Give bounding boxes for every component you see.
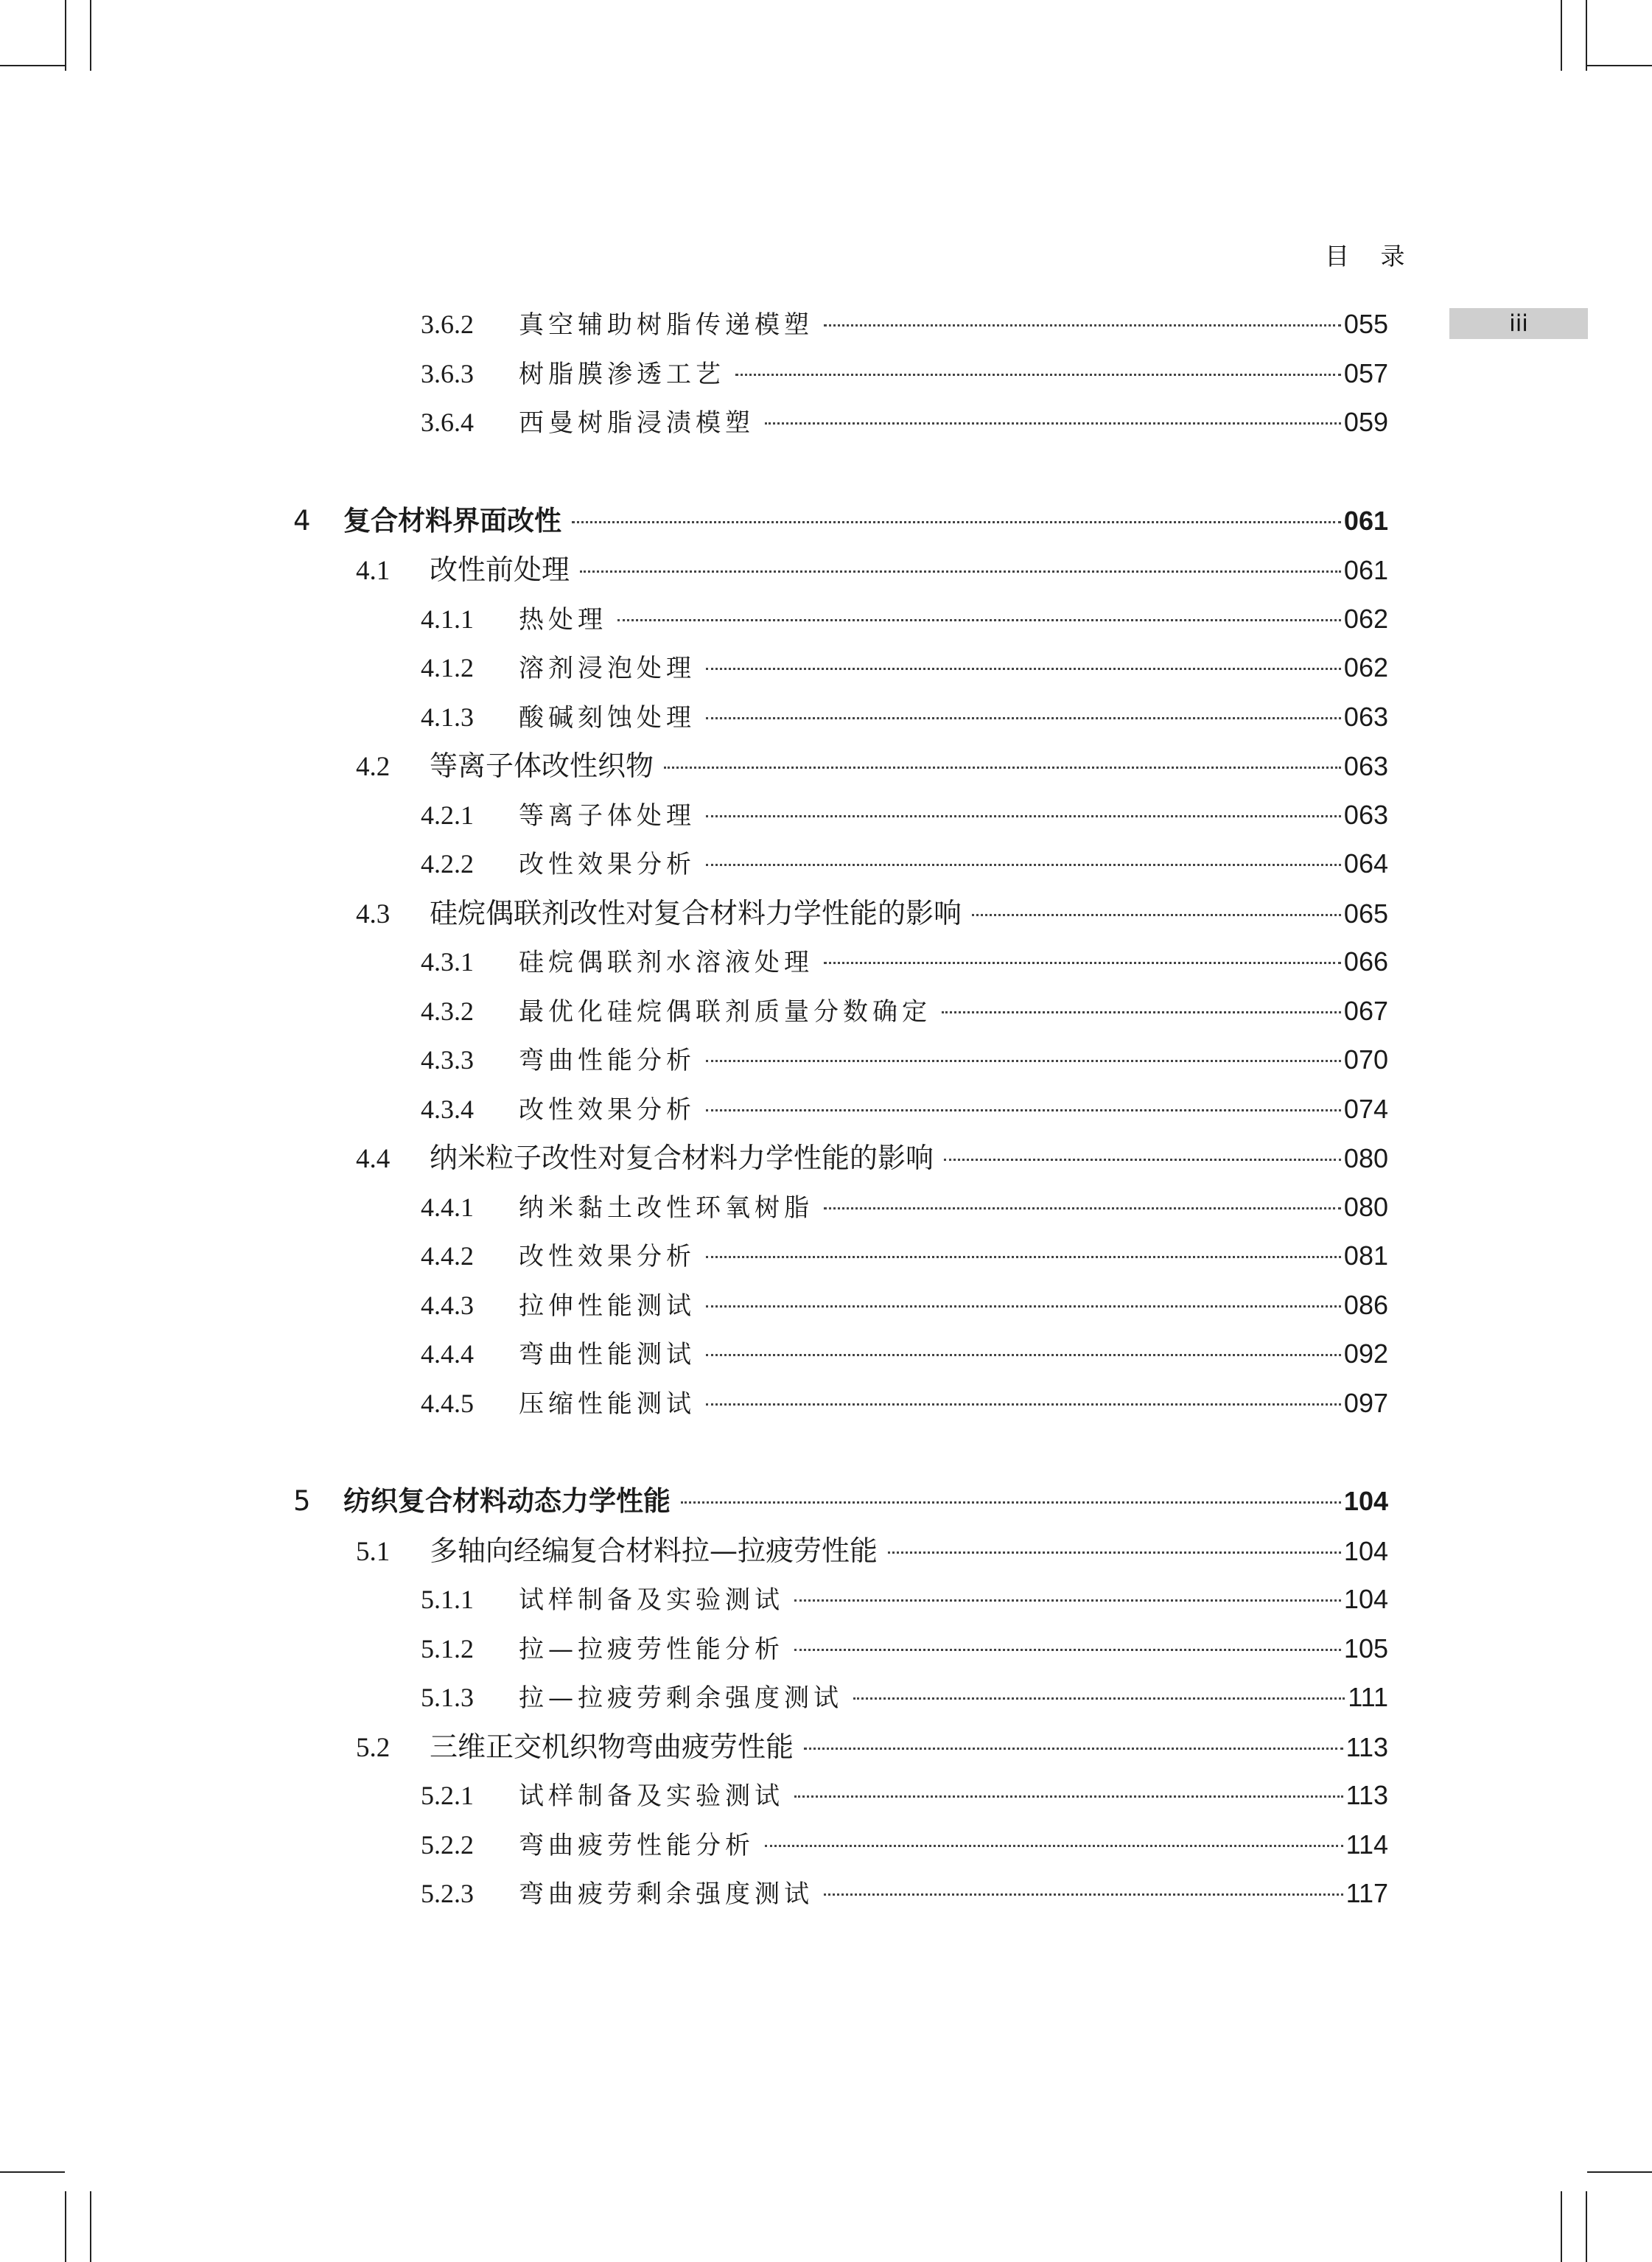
toc-entry-number: 3.6.4 (421, 408, 474, 437)
toc-entry-page: 081 (1343, 1240, 1388, 1271)
toc-entry-number: 5.2.3 (421, 1879, 474, 1908)
dot-leader (706, 864, 1341, 866)
toc-entry-title: 拉—拉疲劳剩余强度测试 (519, 1683, 843, 1713)
dot-leader (706, 1403, 1341, 1406)
toc-entry[interactable] (356, 548, 1388, 592)
dot-leader (794, 1795, 1343, 1798)
dot-leader (706, 1256, 1341, 1258)
toc-entry[interactable] (421, 1234, 1388, 1278)
toc-entry-number: 4.3.4 (421, 1095, 474, 1124)
toc-entry-title: 弯曲性能分析 (519, 1046, 696, 1075)
toc-entry-number: 4.2 (356, 752, 391, 782)
toc-entry-title: 拉伸性能测试 (519, 1291, 696, 1321)
toc-entry-page: 064 (1343, 848, 1388, 879)
toc-entry[interactable] (421, 1577, 1388, 1622)
dot-leader (664, 767, 1341, 769)
toc-entry-page: 061 (1343, 506, 1388, 536)
toc-entry-page: 055 (1343, 309, 1388, 339)
toc-entry-title: 试样制备及实验测试 (519, 1781, 784, 1811)
toc-entry[interactable] (421, 989, 1388, 1033)
toc-entry[interactable] (421, 302, 1388, 346)
toc-entry[interactable] (421, 1381, 1388, 1425)
toc-entry[interactable] (356, 744, 1388, 788)
toc-entry-number: 4.4 (356, 1144, 391, 1174)
toc-entry-page: 065 (1343, 898, 1388, 929)
dot-leader (944, 1159, 1341, 1161)
dot-leader (706, 717, 1341, 719)
toc-entry-number: 4.3 (356, 899, 391, 929)
toc-entry-title: 多轴向经编复合材料拉—拉疲劳性能 (430, 1535, 878, 1567)
toc-entry-title: 改性效果分析 (519, 1242, 696, 1271)
toc-entry[interactable] (421, 842, 1388, 886)
toc-entry-number: 4.4.4 (421, 1339, 474, 1369)
toc-entry-page: 092 (1343, 1338, 1388, 1369)
dot-leader (706, 1305, 1341, 1308)
toc-entry[interactable] (421, 1823, 1388, 1867)
toc-entry-title: 改性效果分析 (519, 850, 696, 879)
dot-leader (972, 914, 1341, 916)
toc-entry-number: 5.2.1 (421, 1781, 474, 1810)
dot-leader (765, 1845, 1343, 1847)
toc-entry-page: 066 (1343, 946, 1388, 977)
dot-leader (888, 1551, 1341, 1554)
dot-leader (735, 374, 1341, 376)
toc-entry-number: 5.2.2 (421, 1830, 474, 1860)
dot-leader (706, 1109, 1341, 1111)
toc-entry-number: 5 (293, 1485, 311, 1517)
toc-entry-title: 热处理 (519, 605, 607, 635)
toc-entry-page: 104 (1343, 1486, 1388, 1516)
toc-entry-number: 4.1 (356, 556, 391, 586)
toc-entry-page: 062 (1343, 652, 1388, 683)
toc-entry-number: 4.4.1 (421, 1193, 474, 1222)
toc-entry[interactable] (421, 646, 1388, 690)
toc-entry-page: 097 (1343, 1388, 1388, 1418)
toc-entry[interactable] (421, 352, 1388, 396)
toc-entry[interactable] (421, 1773, 1388, 1818)
toc-entry-title: 纳米黏土改性环氧树脂 (519, 1193, 813, 1223)
page-number-tab: iii (1449, 308, 1588, 339)
dot-leader (765, 422, 1341, 425)
dot-leader (706, 1060, 1341, 1062)
toc-entry-number: 5.1.2 (421, 1634, 474, 1664)
dot-leader (580, 570, 1341, 573)
toc-entry-page: 062 (1343, 604, 1388, 634)
toc-entry-number: 4.1.1 (421, 604, 474, 634)
toc-entry-number: 4.1.2 (421, 653, 474, 683)
toc-entry-title: 拉—拉疲劳性能分析 (519, 1635, 784, 1664)
dot-leader (706, 668, 1341, 670)
toc-entry-number: 4.3.1 (421, 947, 474, 977)
dot-leader (824, 962, 1341, 964)
toc-entry[interactable] (421, 1871, 1388, 1916)
toc-entry-page: 063 (1343, 800, 1388, 830)
dot-leader (794, 1599, 1341, 1602)
toc-entry-title: 西曼树脂浸渍模塑 (519, 408, 755, 438)
dot-leader (942, 1011, 1341, 1013)
toc-entry[interactable] (421, 400, 1388, 444)
toc-entry[interactable] (421, 1283, 1388, 1327)
toc-entry-title: 等离子体改性织物 (430, 750, 654, 782)
toc-entry-number: 4.4.2 (421, 1241, 474, 1271)
toc-entry-page: 057 (1343, 358, 1388, 388)
toc-entry-number: 4.2.2 (421, 849, 474, 879)
toc-entry-number: 3.6.3 (421, 359, 474, 388)
toc-entry-number: 4.4.3 (421, 1291, 474, 1320)
toc-entry[interactable] (356, 891, 1388, 935)
toc-entry[interactable] (421, 695, 1388, 739)
toc-entry[interactable] (356, 1725, 1388, 1769)
toc-entry-page: 070 (1343, 1044, 1388, 1075)
toc-entry-page: 113 (1345, 1732, 1388, 1762)
toc-entry-title: 纳米粒子改性对复合材料力学性能的影响 (430, 1142, 934, 1174)
toc-entry-page: 117 (1345, 1878, 1388, 1908)
toc-entry-page: 104 (1343, 1584, 1388, 1614)
toc-entry-title: 改性效果分析 (519, 1095, 696, 1125)
toc-entry-title: 最优化硅烷偶联剂质量分数确定 (519, 997, 931, 1027)
toc-entry-title: 弯曲疲劳性能分析 (519, 1831, 755, 1860)
toc-entry[interactable] (421, 1627, 1388, 1671)
dot-leader (706, 1354, 1341, 1356)
toc-entry-number: 4.4.5 (421, 1389, 474, 1418)
toc-entry-title: 等离子体处理 (519, 801, 696, 831)
dot-leader (853, 1697, 1345, 1700)
toc-entry-page: 061 (1343, 555, 1388, 585)
running-head: 目 录 (1325, 242, 1417, 270)
toc-entry-title: 硅烷偶联剂水溶液处理 (519, 948, 813, 977)
toc-entry-title: 树脂膜渗透工艺 (519, 360, 725, 389)
toc-entry-title: 改性前处理 (430, 554, 570, 586)
toc-entry[interactable] (421, 1087, 1388, 1131)
toc-entry[interactable] (421, 1185, 1388, 1229)
toc-entry-title: 试样制备及实验测试 (519, 1585, 784, 1615)
toc-entry-number: 3.6.2 (421, 310, 474, 339)
toc-entry[interactable] (421, 940, 1388, 984)
dot-leader (617, 619, 1341, 621)
toc-entry-page: 063 (1343, 702, 1388, 732)
toc-entry-page: 111 (1348, 1682, 1388, 1712)
toc-entry[interactable] (356, 1136, 1388, 1180)
toc-entry[interactable] (293, 1479, 1388, 1523)
toc-entry-number: 5.1 (356, 1537, 391, 1567)
toc-entry[interactable] (421, 1332, 1388, 1376)
toc-entry[interactable] (421, 1038, 1388, 1082)
dot-leader (824, 324, 1341, 327)
toc-entry-number: 5.2 (356, 1733, 391, 1763)
toc-entry-page: 104 (1343, 1536, 1388, 1566)
dot-leader (794, 1649, 1341, 1651)
toc-entry-page: 086 (1343, 1290, 1388, 1320)
dot-leader (824, 1893, 1343, 1896)
toc-entry-number: 4.1.3 (421, 702, 474, 732)
dot-leader (572, 521, 1341, 523)
toc-entry-number: 4 (293, 505, 311, 537)
toc-entry-title: 弯曲疲劳剩余强度测试 (519, 1879, 813, 1909)
toc-entry-page: 114 (1345, 1829, 1388, 1860)
toc-entry[interactable] (421, 793, 1388, 837)
toc-entry-page: 105 (1343, 1633, 1388, 1664)
toc-entry-page: 080 (1343, 1143, 1388, 1173)
toc-entry-number: 5.1.1 (421, 1585, 474, 1614)
toc-entry[interactable] (293, 499, 1388, 543)
toc-entry[interactable] (421, 1675, 1388, 1720)
toc-entry-number: 5.1.3 (421, 1683, 474, 1712)
dot-leader (824, 1207, 1341, 1209)
toc-entry-title: 溶剂浸泡处理 (519, 654, 696, 683)
dot-leader (706, 815, 1341, 817)
toc-entry-number: 4.3.3 (421, 1045, 474, 1075)
dot-leader (681, 1501, 1341, 1504)
toc-entry-title: 酸碱刻蚀处理 (519, 703, 696, 733)
toc-entry[interactable] (356, 1529, 1388, 1573)
toc-entry-page: 067 (1343, 996, 1388, 1026)
toc-entry-title: 压缩性能测试 (519, 1389, 696, 1419)
toc-entry-title: 硅烷偶联剂改性对复合材料力学性能的影响 (430, 897, 962, 929)
toc-entry-page: 080 (1343, 1192, 1388, 1222)
toc-entry-title: 纺织复合材料动态力学性能 (343, 1485, 671, 1517)
toc-entry-number: 4.3.2 (421, 996, 474, 1026)
toc-entry-page: 074 (1343, 1094, 1388, 1124)
toc-entry-title: 真空辅助树脂传递模塑 (519, 310, 813, 340)
toc-entry-page: 063 (1343, 751, 1388, 781)
toc-entry-number: 4.2.1 (421, 800, 474, 830)
toc-entry-title: 复合材料界面改性 (343, 505, 561, 537)
toc-entry-page: 113 (1345, 1780, 1388, 1810)
toc-entry-page: 059 (1343, 407, 1388, 437)
toc-entry-title: 三维正交机织物弯曲疲劳性能 (430, 1731, 794, 1763)
toc-entry[interactable] (421, 597, 1388, 641)
toc-entry-title: 弯曲性能测试 (519, 1340, 696, 1369)
dot-leader (804, 1748, 1343, 1750)
